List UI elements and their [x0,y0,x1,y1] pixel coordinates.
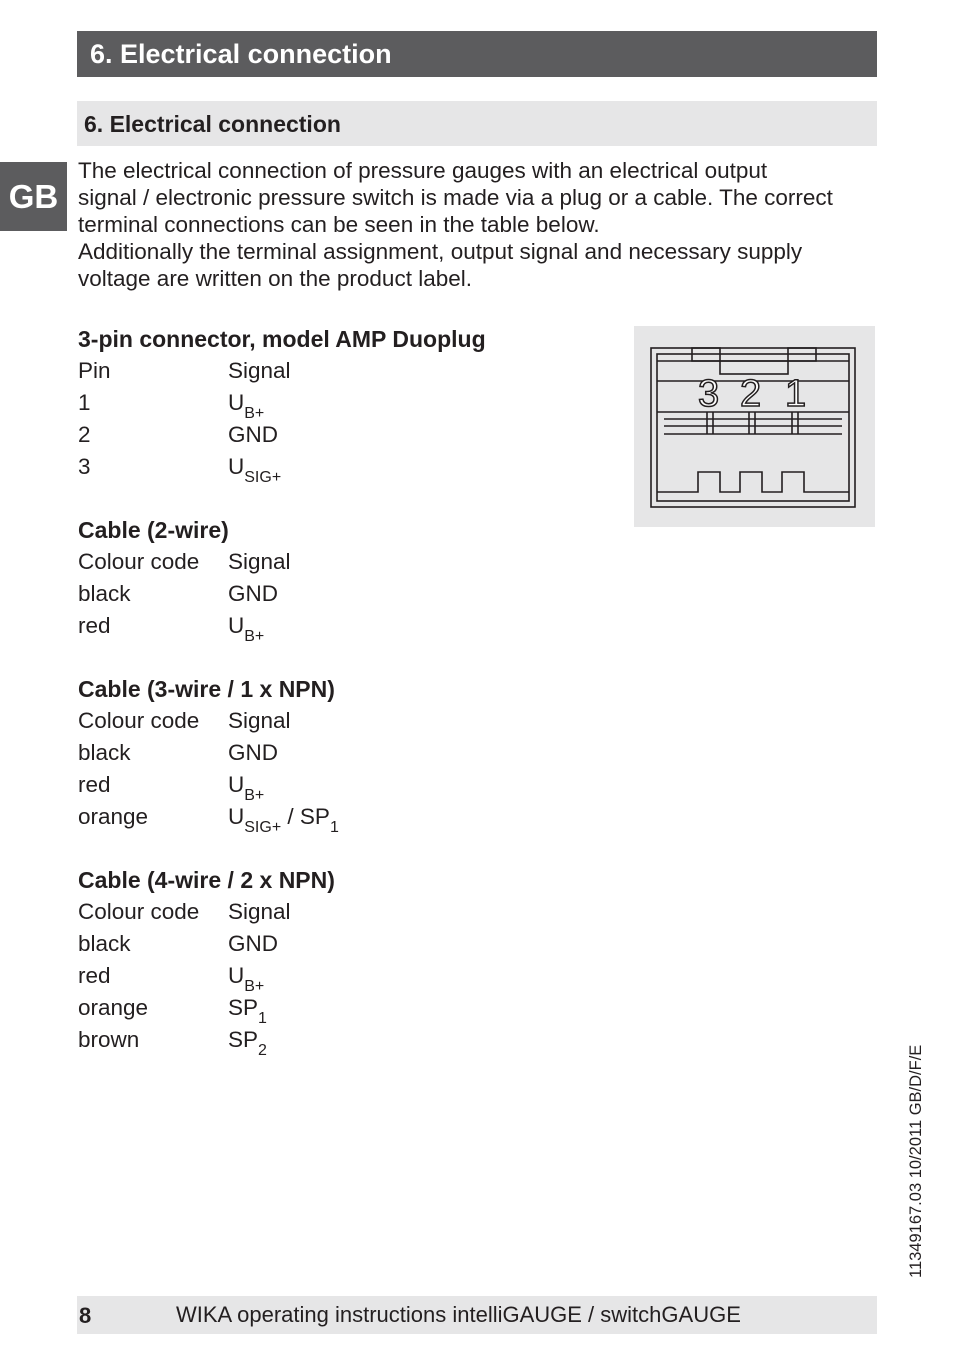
cable-2-wire-table [78,516,598,644]
document-code: 11349167.03 10/2011 GB/D/F/E [907,1044,925,1278]
table-header-row [78,898,598,930]
signal: $U_{B+}$ [228,772,265,804]
connector-table [78,325,598,485]
signal: GND [228,422,278,447]
footer-text: WIKA operating instructions intelliGAUGE / switchGAUGE [176,1302,741,1327]
pin-label: 3 [698,373,720,415]
pin-number: 2 [78,422,91,447]
page-footer [77,1296,877,1334]
table-header-row [78,548,598,580]
language-tab: GB [0,162,67,231]
table-header-row [78,707,598,739]
intro-line: The electrical connection of pressure gauges with an electrical output [78,158,768,183]
column-header: Colour code [78,549,200,574]
pin-label: 1 [785,373,807,415]
signal: $U_{SIG+}$ [228,454,282,486]
table-row [78,771,598,803]
colour-code: black [78,740,131,765]
page-number: 8 [79,1303,92,1328]
signal: GND [228,581,278,606]
cable-3-wire-table [78,675,598,835]
cable-title: Cable (4-wire / 2 x NPN) [78,867,335,893]
column-header: Pin [78,358,111,383]
colour-code: orange [78,804,149,829]
column-header: Signal [228,358,291,383]
intro-line: voltage are written on the product label. [78,266,472,291]
pin-label: 2 [740,373,762,415]
section-heading: 6. Electrical connection [77,101,877,146]
colour-code: red [78,613,111,638]
table-row [78,453,598,485]
intro-line: Additionally the terminal assignment, output signal and necessary supply [78,239,803,264]
colour-code: brown [78,1027,140,1052]
signal: GND [228,740,278,765]
intro-text [78,157,878,292]
signal: $SP_1$ [228,995,267,1027]
intro-line: signal / electronic pressure switch is made via a plug or a cable. The correct [78,185,833,210]
table-row [78,1026,598,1058]
column-header: Signal [228,708,291,733]
table-row [78,803,598,835]
table-row [78,994,598,1026]
colour-code: orange [78,995,149,1020]
signal: $U_{B+}$ [228,963,265,995]
table-row [78,930,598,962]
connector-diagram [634,326,875,527]
cable-4-wire-table [78,866,598,1058]
signal: $U_{B+}$ [228,390,265,422]
signal: $U_{SIG+} / SP_1$ [228,804,339,836]
table-row [78,962,598,994]
connector-title: 3-pin connector, model AMP Duoplug [78,326,486,352]
cable-title: Cable (2-wire) [78,517,229,543]
table-row [78,389,598,421]
table-row [78,612,598,644]
signal: $SP_2$ [228,1027,267,1059]
intro-line: terminal connections can be seen in the table below. [78,212,600,237]
colour-code: red [78,772,111,797]
table-row [78,580,598,612]
colour-code: red [78,963,111,988]
cable-title: Cable (3-wire / 1 x NPN) [78,676,335,702]
table-row [78,739,598,771]
colour-code: black [78,581,131,606]
column-header: Signal [228,899,291,924]
table-header-row [78,357,598,389]
column-header: Colour code [78,708,200,733]
connector-drawing [634,326,875,527]
chapter-header: 6. Electrical connection [77,31,877,77]
colour-code: black [78,931,131,956]
pin-number: 1 [78,390,91,415]
signal: $U_{B+}$ [228,613,265,645]
pin-number: 3 [78,454,91,479]
signal: GND [228,931,278,956]
column-header: Colour code [78,899,200,924]
column-header: Signal [228,549,291,574]
table-row [78,421,598,453]
